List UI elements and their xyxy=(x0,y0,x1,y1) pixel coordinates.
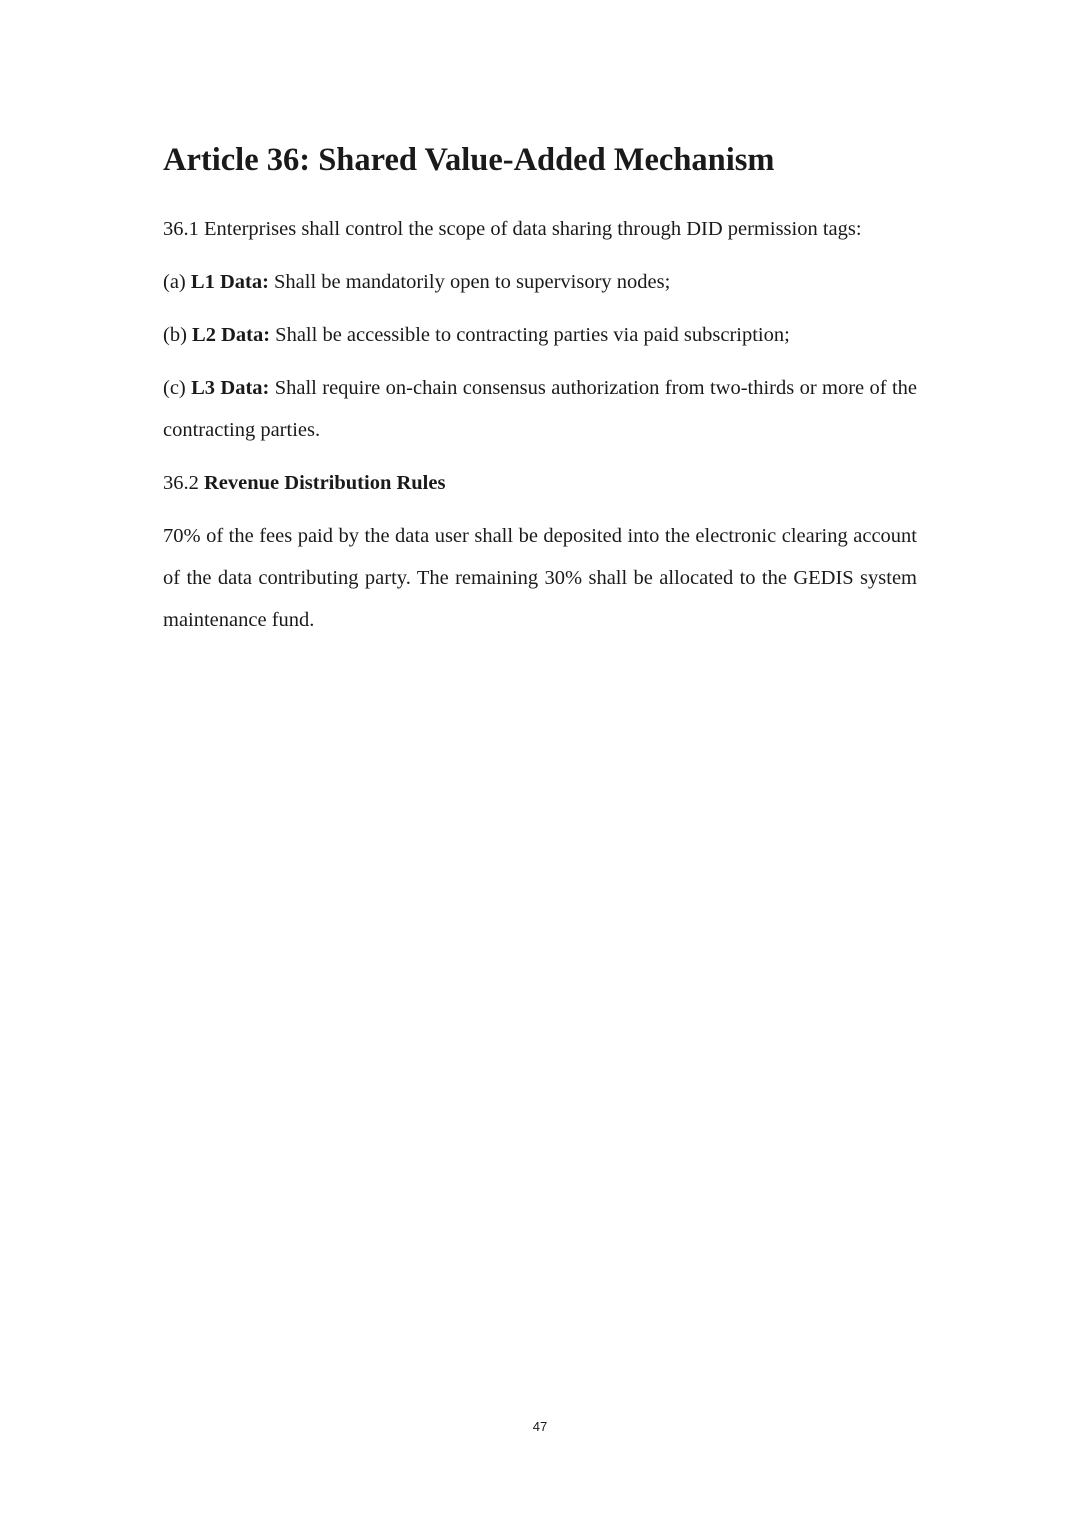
page-number: 47 xyxy=(532,1419,548,1434)
clause-c-term: L3 Data: xyxy=(191,377,270,399)
section-36-2-heading xyxy=(163,462,917,504)
clause-a-text: Shall be mandatorily open to supervisory nodes; xyxy=(268,271,671,293)
clause-b-term: L2 Data: xyxy=(192,324,271,346)
clause-c xyxy=(163,367,917,451)
clause-a xyxy=(163,261,917,303)
section-36-2-title: Revenue Distribution Rules xyxy=(204,472,446,494)
clause-a-marker: (a) xyxy=(163,271,191,293)
clause-a-term: L1 Data: xyxy=(190,271,269,293)
section-36-2-number: 36.2 xyxy=(163,472,204,494)
clause-c-text: Shall require on-chain consensus authorization from two-thirds or more of the contracting parties. xyxy=(163,377,917,441)
section-36-1-intro: 36.1 Enterprises shall control the scope of data sharing through DID permission tags: xyxy=(163,218,862,240)
page-content xyxy=(163,138,917,641)
section-36-2-body: 70% of the fees paid by the data user shall be deposited into the electronic clearing account of the data contributing party. The remaining 30% shall be allocated to the GEDIS system maintenance fund. xyxy=(163,525,917,631)
clause-b xyxy=(163,314,917,356)
clause-c-marker: (c) xyxy=(163,377,192,399)
clause-b-text: Shall be accessible to contracting parties via paid subscription; xyxy=(270,324,790,346)
article-title: Article 36: Shared Value-Added Mechanism xyxy=(163,142,775,178)
clause-b-marker: (b) xyxy=(163,324,193,346)
